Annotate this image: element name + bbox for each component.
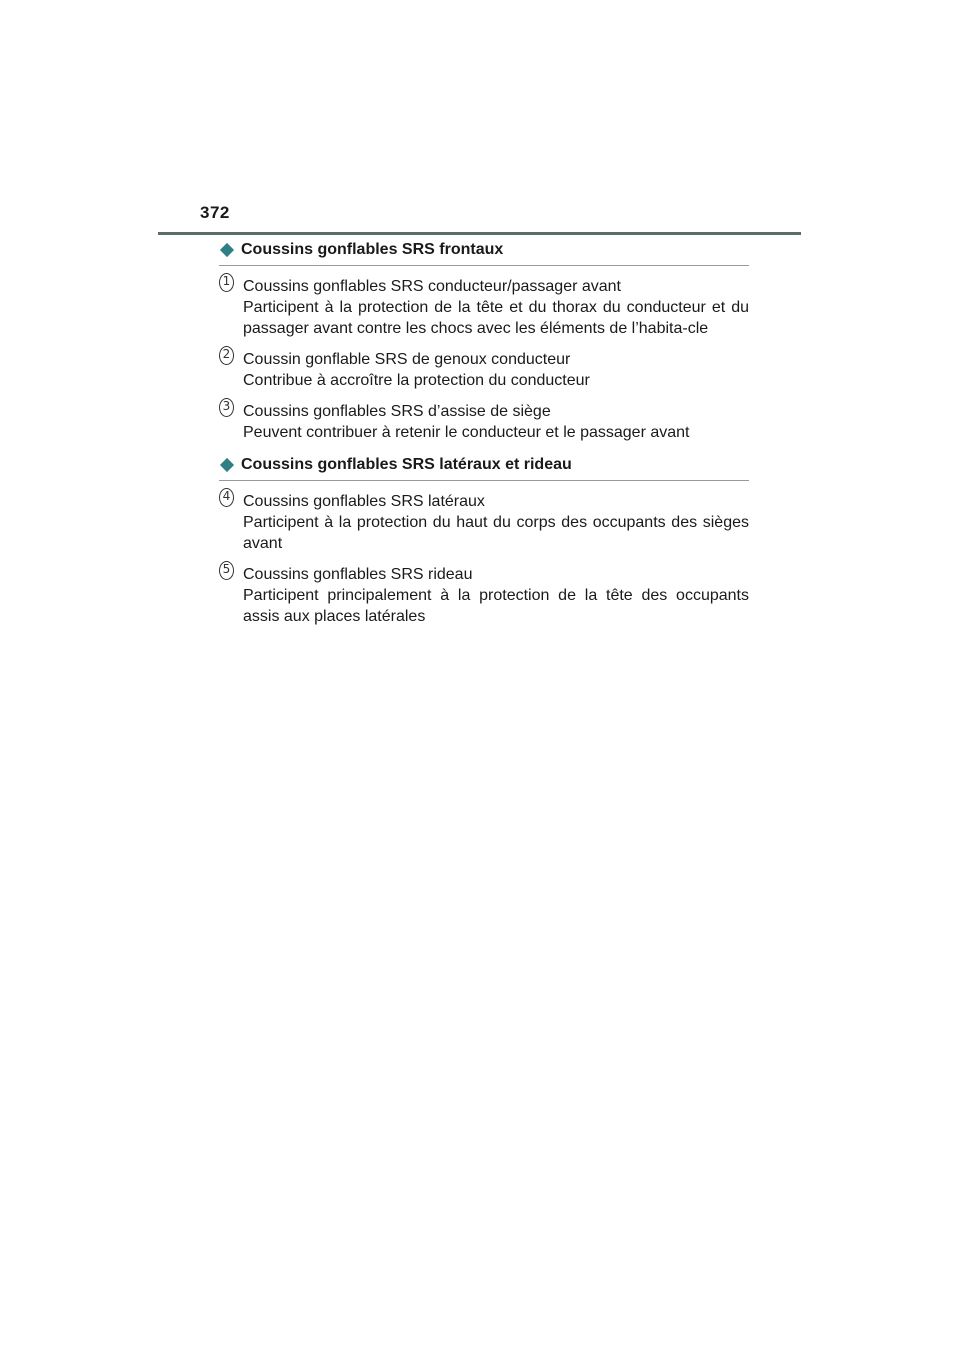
- list-item: [219, 276, 749, 339]
- diamond-bullet-icon: [220, 243, 234, 257]
- item-title: Coussins gonflables SRS conducteur/passager avant: [243, 278, 621, 295]
- list-item: [219, 401, 749, 443]
- list-item: [219, 491, 749, 554]
- section-heading: [219, 240, 749, 266]
- header-rule: [158, 232, 801, 235]
- section-heading-text: Coussins gonflables SRS frontaux: [241, 241, 504, 258]
- manual-content: [219, 240, 749, 631]
- item-description: Contribue à accroître la protection du conducteur: [243, 372, 590, 389]
- item-number-badge: 3: [219, 398, 234, 417]
- item-number-badge: 2: [219, 346, 234, 365]
- item-description: Participent à la protection du haut du corps des occupants des sièges avant: [243, 514, 749, 552]
- item-number-badge: 1: [219, 273, 234, 292]
- item-number-badge: 5: [219, 561, 234, 580]
- item-description: Participent à la protection de la tête et du thorax du conducteur et du passager avant contre les chocs avec les éléments de l’habita-cle: [243, 299, 749, 337]
- diamond-bullet-icon: [220, 458, 234, 472]
- item-description: Peuvent contribuer à retenir le conducteur et le passager avant: [243, 424, 690, 441]
- item-description: Participent principalement à la protection de la tête des occupants assis aux places latérales: [243, 587, 749, 625]
- item-title: Coussin gonflable SRS de genoux conducteur: [243, 351, 571, 368]
- item-title: Coussins gonflables SRS d’assise de siège: [243, 403, 551, 420]
- section-side-curtain-airbags: [219, 455, 749, 627]
- list-item: [219, 564, 749, 627]
- item-title: Coussins gonflables SRS rideau: [243, 566, 473, 583]
- section-heading: [219, 455, 749, 481]
- list-item: [219, 349, 749, 391]
- item-number-badge: 4: [219, 488, 234, 507]
- item-title: Coussins gonflables SRS latéraux: [243, 493, 485, 510]
- page-number: 372: [200, 203, 230, 222]
- section-frontal-airbags: [219, 240, 749, 443]
- section-heading-text: Coussins gonflables SRS latéraux et rideau: [241, 456, 572, 473]
